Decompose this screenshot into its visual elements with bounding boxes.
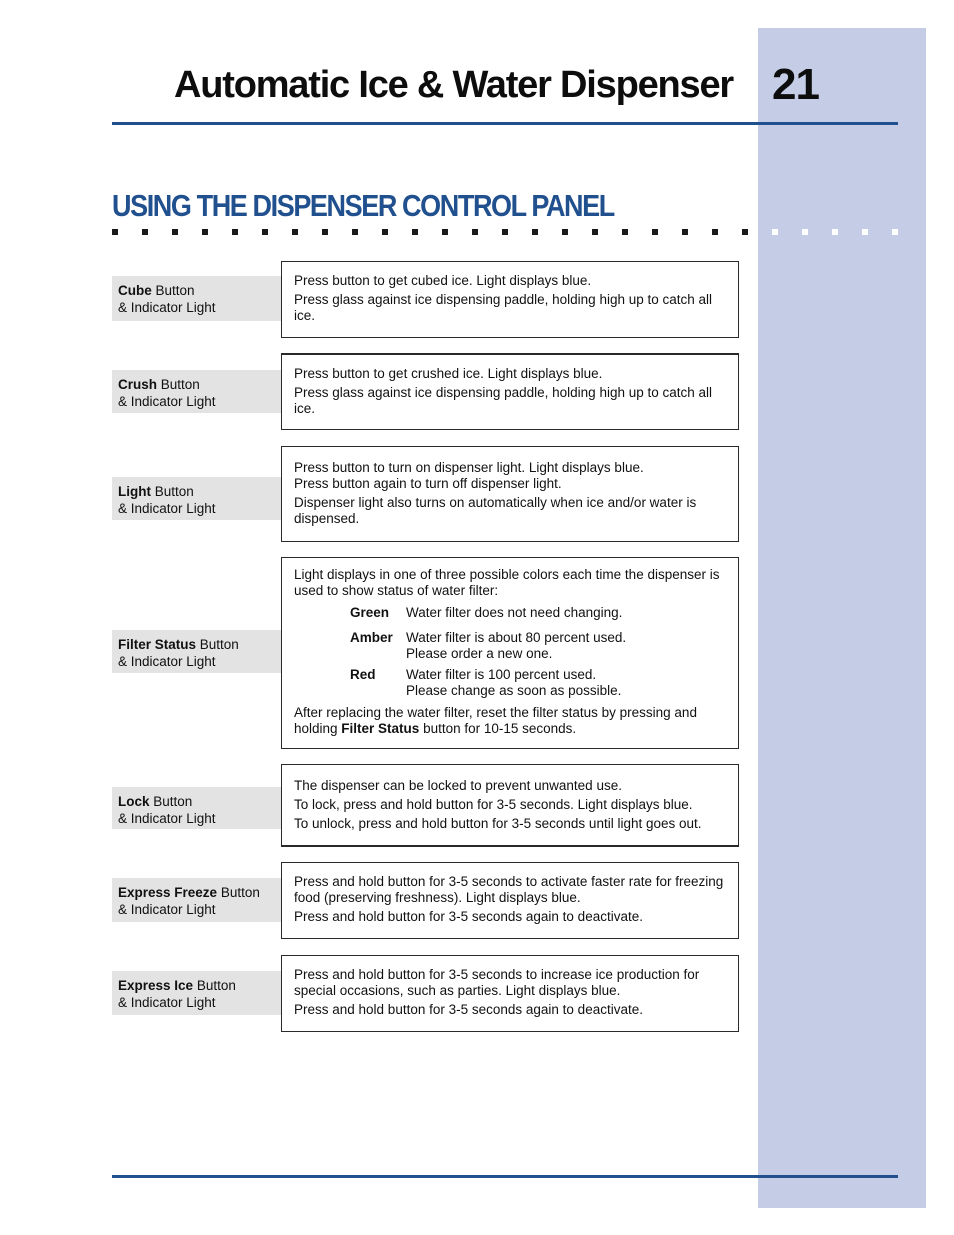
label-suffix: Button <box>217 885 260 900</box>
divider-dot <box>112 229 118 235</box>
label-suffix: Button <box>157 377 200 392</box>
page-sidebar <box>758 28 926 1208</box>
label-line2: & Indicator Light <box>118 994 216 1010</box>
divider-dot <box>172 229 178 235</box>
divider-dot <box>262 229 268 235</box>
desc-line: Press and hold button for 3-5 seconds to increase ice production for special occasions, such as parties. Light displays blue. <box>294 967 700 998</box>
control-label <box>112 276 281 321</box>
filter-color-red <box>350 667 726 699</box>
divider-dot <box>292 229 298 235</box>
label-name: Cube <box>118 283 152 298</box>
color-name: Amber <box>350 630 393 645</box>
divider-dot <box>592 229 598 235</box>
desc-line: To lock, press and hold button for 3-5 seconds. Light displays blue. <box>294 797 693 812</box>
color-meaning-line: Water filter does not need changing. <box>406 605 623 620</box>
control-label <box>112 630 281 673</box>
divider-dot <box>892 229 898 235</box>
label-line2: & Indicator Light <box>118 653 216 669</box>
desc-line: The dispenser can be locked to prevent unwanted use. <box>294 778 622 793</box>
divider-dot <box>472 229 478 235</box>
divider-dot <box>232 229 238 235</box>
divider-dot <box>202 229 208 235</box>
control-label <box>112 787 281 829</box>
label-line2: & Indicator Light <box>118 299 216 315</box>
section-title: USING THE DISPENSER CONTROL PANEL <box>112 189 614 223</box>
divider-dot <box>742 229 748 235</box>
divider-dot <box>832 229 838 235</box>
control-description <box>281 353 739 430</box>
control-description <box>281 261 739 338</box>
divider-dot <box>712 229 718 235</box>
control-label <box>112 878 281 922</box>
control-description <box>281 862 739 939</box>
divider-dot <box>622 229 628 235</box>
divider-dot <box>502 229 508 235</box>
color-meaning-line: Please order a new one. <box>406 646 553 661</box>
label-line2: & Indicator Light <box>118 810 216 826</box>
desc-line: Press glass against ice dispensing paddle, holding high up to catch all ice. <box>294 292 713 323</box>
divider-dot <box>142 229 148 235</box>
desc-line: Press and hold button for 3-5 seconds again to deactivate. <box>294 1002 643 1017</box>
desc-line: Dispenser light also turns on automatically when ice and/or water is dispensed. <box>294 495 697 526</box>
label-suffix: Button <box>149 794 193 809</box>
color-name: Red <box>350 667 376 682</box>
desc-line: Press button to get crushed ice. Light displays blue. <box>294 366 603 381</box>
control-label <box>112 971 281 1015</box>
filter-color-green <box>350 605 726 621</box>
divider-dot <box>412 229 418 235</box>
desc-line: Press and hold button for 3-5 seconds again to deactivate. <box>294 909 643 924</box>
filter-reset-note <box>294 705 726 737</box>
color-meaning-line: Water filter is about 80 percent used. <box>406 630 627 645</box>
label-suffix: Button <box>193 978 236 993</box>
label-suffix: Button <box>151 484 194 499</box>
desc-line: Press button again to turn off dispenser light. <box>294 476 562 491</box>
divider-dot <box>352 229 358 235</box>
divider-dot <box>322 229 328 235</box>
footer-rule <box>112 1175 898 1178</box>
divider-dot <box>862 229 868 235</box>
control-description <box>281 557 739 749</box>
control-description <box>281 764 739 847</box>
color-meaning <box>406 605 726 621</box>
desc-line: To unlock, press and hold button for 3-5 seconds until light goes out. <box>294 816 702 831</box>
label-name: Express Ice <box>118 978 194 993</box>
page-title: Automatic Ice & Water Dispenser <box>174 64 733 106</box>
color-meaning <box>406 667 726 699</box>
divider-dot <box>532 229 538 235</box>
control-description <box>281 446 739 542</box>
page-number: 21 <box>772 60 819 109</box>
label-line2: & Indicator Light <box>118 393 216 409</box>
dotted-divider <box>112 229 902 236</box>
divider-dot <box>562 229 568 235</box>
control-label <box>112 370 281 413</box>
desc-line: Press button to turn on dispenser light. Light displays blue. <box>294 460 644 475</box>
divider-dot <box>802 229 808 235</box>
label-name: Lock <box>118 794 150 809</box>
label-name: Filter Status <box>118 637 197 652</box>
divider-dot <box>652 229 658 235</box>
color-meaning-line: Water filter is 100 percent used. <box>406 667 597 682</box>
reset-note-text: button for 10-15 seconds. <box>419 721 577 736</box>
filter-color-legend <box>350 605 726 699</box>
label-line2: & Indicator Light <box>118 500 216 516</box>
label-suffix: Button <box>196 637 239 652</box>
label-name: Crush <box>118 377 158 392</box>
reset-note-text: After replacing the water filter, reset the filter status by pressing and holding <box>294 705 697 736</box>
label-suffix: Button <box>151 283 195 298</box>
control-label <box>112 477 281 520</box>
label-name: Express Freeze <box>118 885 218 900</box>
label-name: Light <box>118 484 151 499</box>
control-description <box>281 955 739 1032</box>
desc-line: Press and hold button for 3-5 seconds to activate faster rate for freezing food (preserving freshness). Light displays blue. <box>294 874 724 905</box>
divider-dot <box>682 229 688 235</box>
filter-color-amber <box>350 630 726 662</box>
divider-dot <box>772 229 778 235</box>
color-name: Green <box>350 605 390 620</box>
label-line2: & Indicator Light <box>118 901 216 917</box>
divider-dot <box>442 229 448 235</box>
reset-note-bold: Filter Status <box>341 721 420 736</box>
header-rule <box>112 122 898 125</box>
desc-line: Press button to get cubed ice. Light displays blue. <box>294 273 592 288</box>
filter-intro: Light displays in one of three possible colors each time the dispenser is used to show status of water filter: <box>294 567 720 598</box>
color-meaning <box>406 630 726 662</box>
divider-dot <box>382 229 388 235</box>
color-meaning-line: Please change as soon as possible. <box>406 683 622 698</box>
desc-line: Press glass against ice dispensing paddle, holding high up to catch all ice. <box>294 385 713 416</box>
